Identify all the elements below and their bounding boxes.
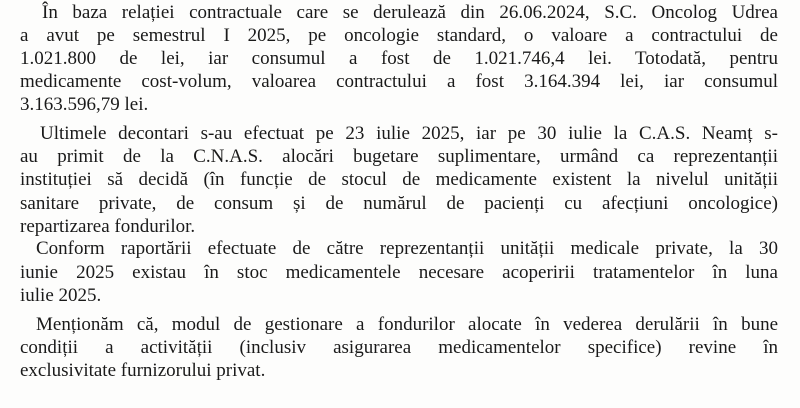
text-line: instituției să decidă (în funcție de stocul de medicamente existent la nivelul unității [20,169,778,190]
text-line: sanitare private, de consum și de numărul de pacienți cu afecțiuni oncologice) [20,193,778,214]
text-line: repartizarea fondurilor. [20,216,196,237]
text-line: 3.163.596,79 lei. [20,94,149,115]
text-line: a avut pe semestrul I 2025, pe oncologie standard, o valoare a contractului de [20,25,778,46]
text-line: au primit de la C.N.A.S. alocări bugetare suplimentare, urmând ca reprezentanții [20,146,778,167]
text-line: Conform raportării efectuate de către reprezentanții unității medicale private, la 30 [36,238,778,259]
text-line: iunie 2025 existau în stoc medicamentele necesare acoperirii tratamentelor în luna [20,262,778,283]
text-line: condiții a activității (inclusiv asigurarea medicamentelor specifice) revine în [20,337,778,358]
text-line: Menționăm că, modul de gestionare a fondurilor alocate în vederea derulării în bune [36,314,778,335]
text-line: 1.021.800 de lei, iar consumul a fost de 1.021.746,4 lei. Totodată, pentru [20,48,778,69]
text-line: În baza relației contractuale care se derulează din 26.06.2024, S.C. Oncolog Udrea [42,2,778,23]
text-line: iulie 2025. [20,285,102,306]
text-line: exclusivitate furnizorului privat. [20,360,266,381]
text-line: medicamente cost-volum, valoarea contractului a fost 3.164.394 lei, iar consumul [20,71,778,92]
text-line: Ultimele decontari s-au efectuat pe 23 iulie 2025, iar pe 30 iulie la C.A.S. Neamț s- [40,123,778,144]
